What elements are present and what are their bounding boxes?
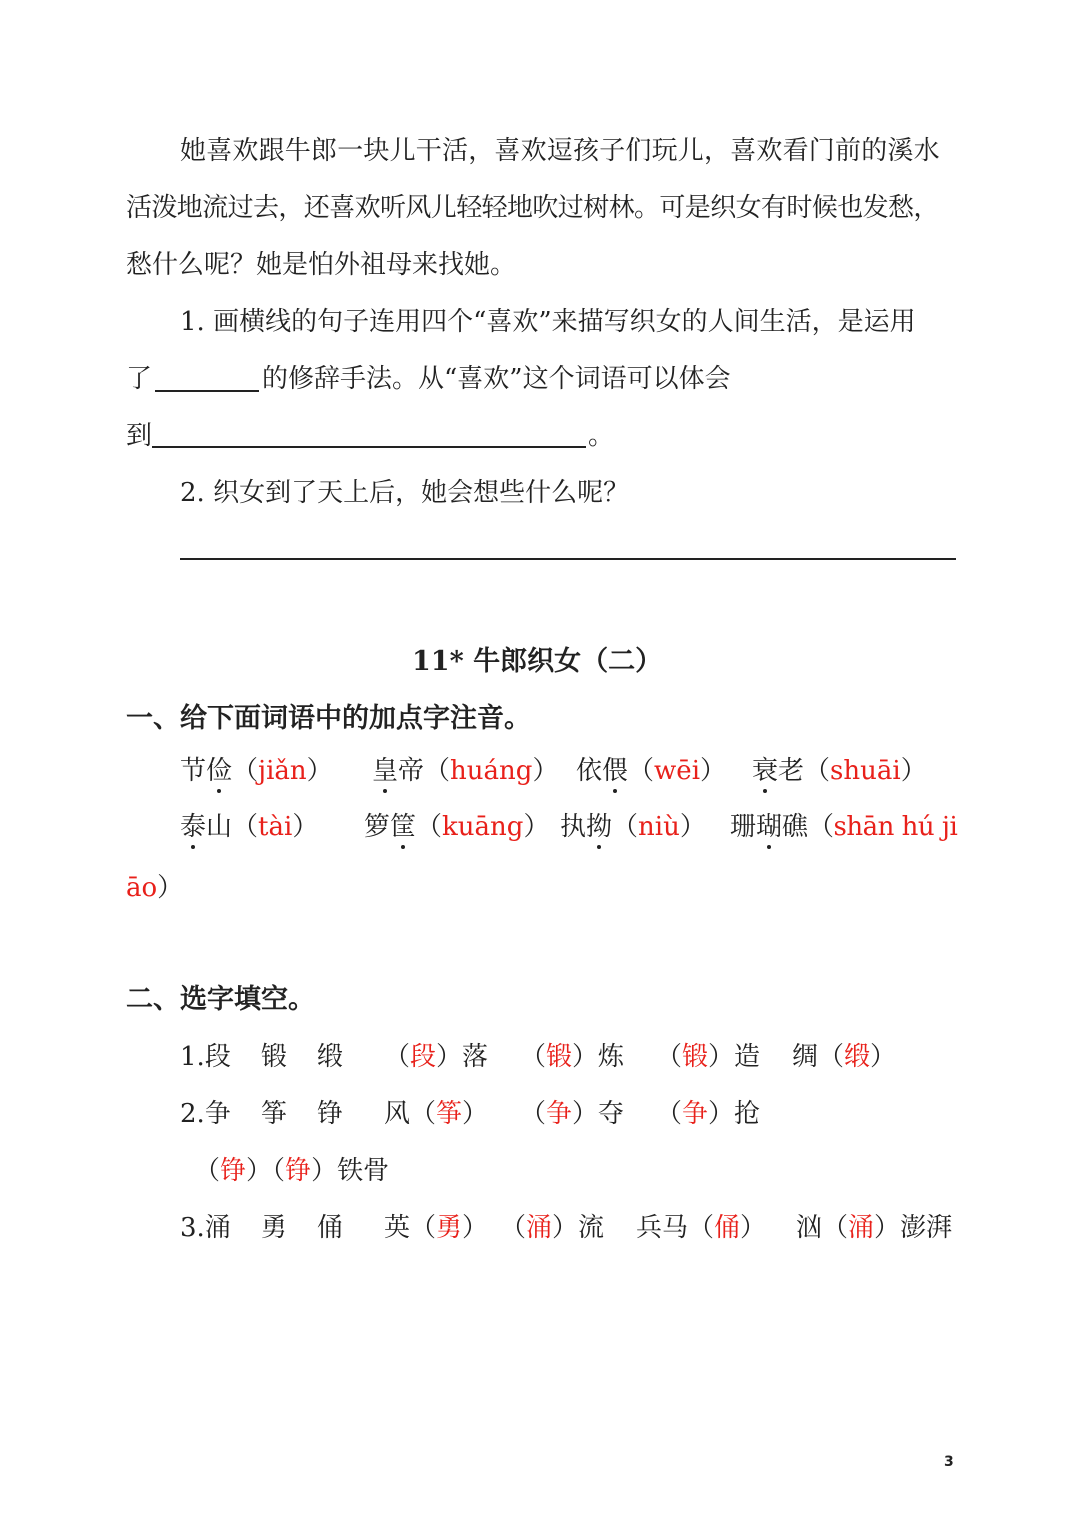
fill-item: 汹（涌）澎湃 [796, 1213, 953, 1243]
pinyin-item: 皇帝（huáng） [372, 756, 559, 786]
pinyin-item: 珊瑚礁（shān hú ji [730, 812, 958, 842]
pinyin-answer: huáng [450, 756, 533, 786]
passage-line-3: 愁什么呢？她是怕外祖母来找她。 [126, 250, 517, 280]
fill-item: （涌）流 [500, 1213, 605, 1243]
answer-blank-rhetoric[interactable] [155, 390, 259, 392]
pinyin-item: 依偎（wēi） [576, 756, 727, 786]
fill-item: 英（勇） [384, 1213, 489, 1243]
fill-item: 兵马（俑） [636, 1213, 767, 1243]
lesson-title: 11* 牛郎织女（二） [412, 646, 663, 677]
fill-answer: 涌 [526, 1213, 553, 1243]
pinyin-item: 箩筐（kuāng） [364, 812, 550, 842]
fill-question-1: 1.段 锻 缎 [180, 1042, 343, 1072]
question-2: 2. 织女到了天上后，她会想些什么呢？ [180, 478, 630, 508]
section-2-heading: 二、选字填空。 [126, 984, 315, 1015]
pinyin-item: 泰山（tài） [180, 812, 319, 842]
answer-blank-question-2[interactable] [180, 558, 956, 560]
passage-line-2: 活泼地流过去，还喜欢听风儿轻轻地吹过树林。可是织女有时候也发愁， [126, 193, 939, 223]
page-number: 3 [944, 1454, 954, 1470]
pinyin-item: 执拗（niù） [560, 812, 706, 842]
fill-answer: 俑 [714, 1213, 741, 1243]
question-1-line-2: 的修辞手法。从“喜欢”这个词语可以体会 [262, 364, 731, 394]
fill-item: （段）落 [384, 1042, 489, 1072]
pinyin-answer: shuāi [830, 756, 901, 786]
fill-question-2: 2.争 筝 铮 [180, 1099, 343, 1129]
pinyin-answer: āo [126, 873, 158, 903]
fill-item: （锻）造 [656, 1042, 761, 1072]
pinyin-answer: wēi [654, 756, 701, 786]
question-1-line-1: 1. 画横线的句子连用四个“喜欢”来描写织女的人间生活，是运用 [180, 307, 916, 337]
pinyin-answer: jiǎn [258, 756, 307, 786]
fill-answer: 缎 [844, 1042, 871, 1072]
fill-answer: 铮 [220, 1156, 247, 1186]
fill-answer: 争 [682, 1099, 709, 1129]
fill-item: （锻）炼 [520, 1042, 625, 1072]
fill-answer: 锻 [682, 1042, 709, 1072]
fill-answer: 勇 [436, 1213, 463, 1243]
pinyin-item: 衰老（shuāi） [752, 756, 927, 786]
fill-answer: 争 [546, 1099, 573, 1129]
passage-line-1: 她喜欢跟牛郎一块儿干活，喜欢逗孩子们玩儿，喜欢看门前的溪水 [180, 136, 940, 166]
fill-item: （争）抢 [656, 1099, 761, 1129]
fill-item: （争）夺 [520, 1099, 625, 1129]
answer-blank-feeling[interactable] [152, 446, 586, 448]
question-1-end: 。 [588, 421, 615, 451]
fill-answer: 铮 [285, 1156, 312, 1186]
pinyin-answer: tài [258, 812, 293, 842]
fill-item: 风（筝） [384, 1099, 489, 1129]
fill-question-3: 3.涌 勇 俑 [180, 1213, 343, 1243]
pinyin-item-continuation: āo） [126, 873, 184, 903]
pinyin-answer: shān hú ji [833, 812, 958, 842]
fill-answer: 锻 [546, 1042, 573, 1072]
question-1-prefix-2: 到 [126, 421, 153, 451]
fill-item: （铮）（铮）铁骨 [194, 1156, 390, 1186]
fill-answer: 涌 [848, 1213, 875, 1243]
pinyin-answer: niù [638, 812, 680, 842]
section-1-heading: 一、给下面词语中的加点字注音。 [126, 703, 531, 734]
fill-answer: 筝 [436, 1099, 463, 1129]
fill-item: 绸（缎） [792, 1042, 897, 1072]
pinyin-item: 节俭（jiǎn） [180, 756, 333, 786]
pinyin-answer: kuāng [442, 812, 524, 842]
question-1-prefix: 了 [126, 364, 153, 394]
fill-answer: 段 [410, 1042, 437, 1072]
